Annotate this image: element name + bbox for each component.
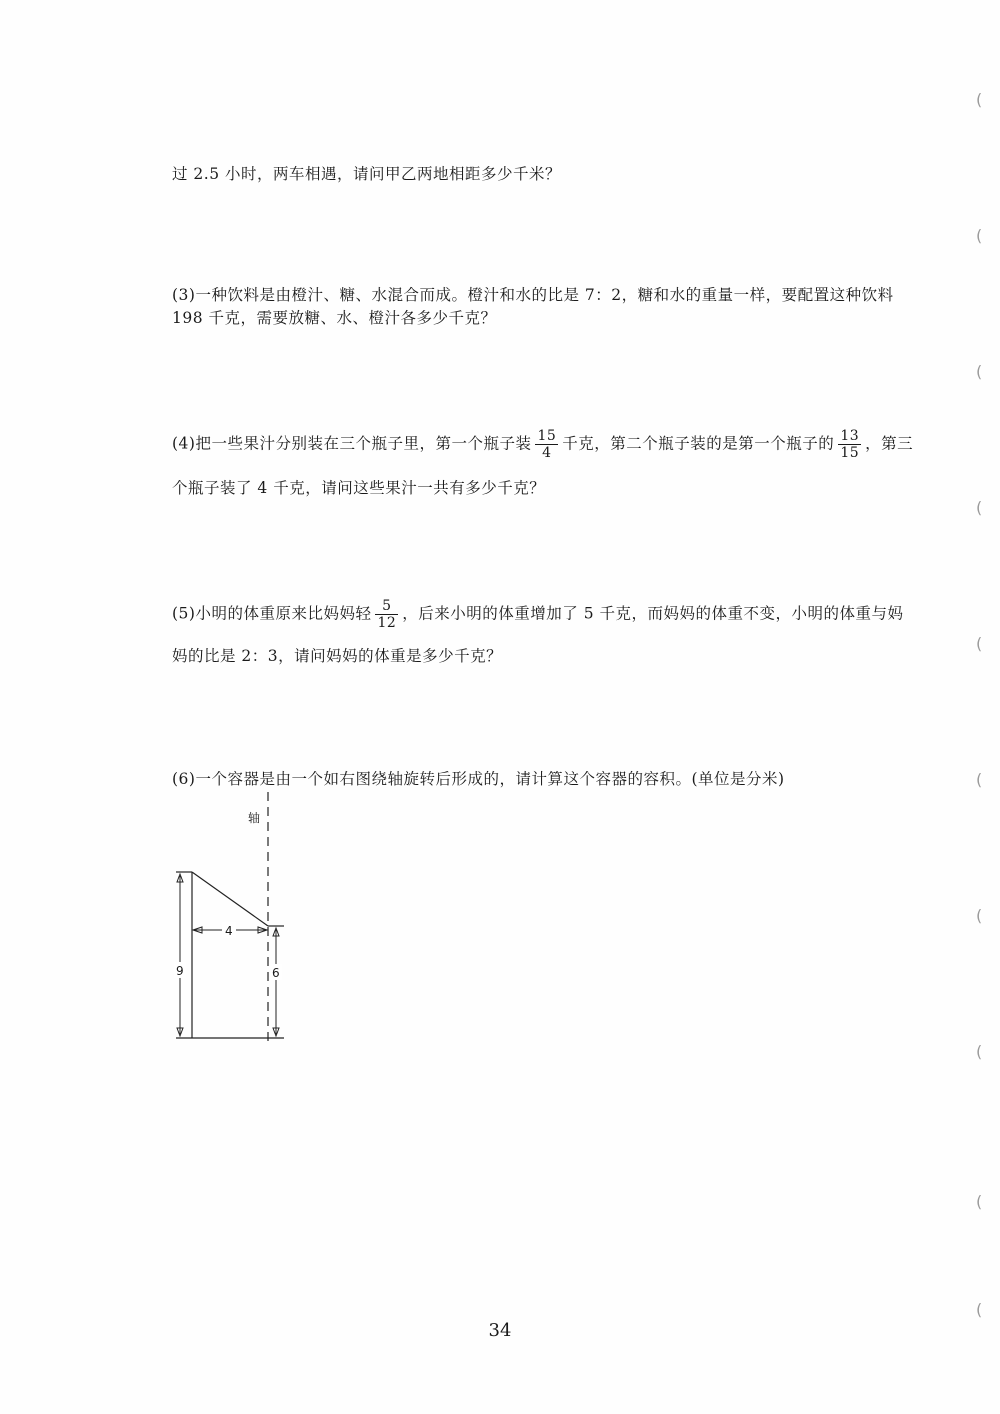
binder-hole-mark: ( bbox=[976, 90, 983, 109]
fraction-denominator: 4 bbox=[542, 445, 552, 462]
left-height-label: 9 bbox=[176, 964, 184, 978]
binder-hole-mark: ( bbox=[976, 1042, 983, 1061]
binder-hole-mark: ( bbox=[976, 1192, 983, 1211]
question-4-text-c: ，第三 bbox=[865, 434, 914, 453]
question-4-text-a: (4)把一些果汁分别装在三个瓶子里，第一个瓶子装 bbox=[172, 434, 532, 453]
binder-hole-mark: ( bbox=[976, 906, 983, 925]
binder-hole-mark: ( bbox=[976, 634, 983, 653]
fraction-denominator: 12 bbox=[377, 615, 397, 632]
fraction-denominator: 15 bbox=[840, 445, 860, 462]
question-3-line-2: 198 千克，需要放糖、水、橙汁各多少千克？ bbox=[172, 309, 497, 327]
question-2-continuation: 过 2.5 小时，两车相遇，请问甲乙两地相距多少千米？ bbox=[172, 165, 562, 183]
question-5-text-b: ，后来小明的体重增加了 5 千克，而妈妈的体重不变，小明的体重与妈 bbox=[402, 604, 904, 623]
fraction-5-12 bbox=[375, 598, 398, 631]
question-4-line-2: 个瓶子装了 4 千克，请问这些果汁一共有多少千克？ bbox=[172, 479, 546, 497]
fraction-numerator: 5 bbox=[375, 598, 398, 615]
fraction-numerator: 15 bbox=[537, 428, 557, 444]
binder-hole-mark: ( bbox=[976, 498, 983, 517]
page-number: 34 bbox=[488, 1320, 512, 1341]
right-height-label: 6 bbox=[272, 966, 280, 980]
question-5-line-1 bbox=[172, 598, 904, 631]
fraction-numerator: 13 bbox=[840, 428, 860, 444]
question-4-line-1 bbox=[172, 428, 913, 461]
shape-slant-edge bbox=[192, 872, 268, 926]
question-3-line-1: (3)一种饮料是由橙汁、糖、水混合而成。橙汁和水的比是 7：2，糖和水的重量一样，要配置这种饮料 bbox=[172, 286, 894, 304]
axis-label: 轴 bbox=[248, 811, 261, 825]
fraction-13-15 bbox=[838, 428, 861, 461]
binder-hole-mark: ( bbox=[976, 770, 983, 789]
question-4-text-b: 千克，第二个瓶子装的是第一个瓶子的 bbox=[562, 434, 835, 453]
binder-hole-mark: ( bbox=[976, 226, 983, 245]
width-label: 4 bbox=[225, 924, 233, 938]
binder-hole-mark: ( bbox=[976, 362, 983, 381]
rotation-figure-diagram bbox=[160, 792, 300, 1052]
binder-hole-mark: ( bbox=[976, 1300, 983, 1319]
fraction-15-4 bbox=[535, 428, 558, 461]
question-6-text: (6)一个容器是由一个如右图绕轴旋转后形成的，请计算这个容器的容积。(单位是分米) bbox=[172, 770, 785, 788]
question-5-text-a: (5)小明的体重原来比妈妈轻 bbox=[172, 604, 372, 623]
question-5-line-2: 妈的比是 2：3，请问妈妈的体重是多少千克？ bbox=[172, 647, 503, 665]
